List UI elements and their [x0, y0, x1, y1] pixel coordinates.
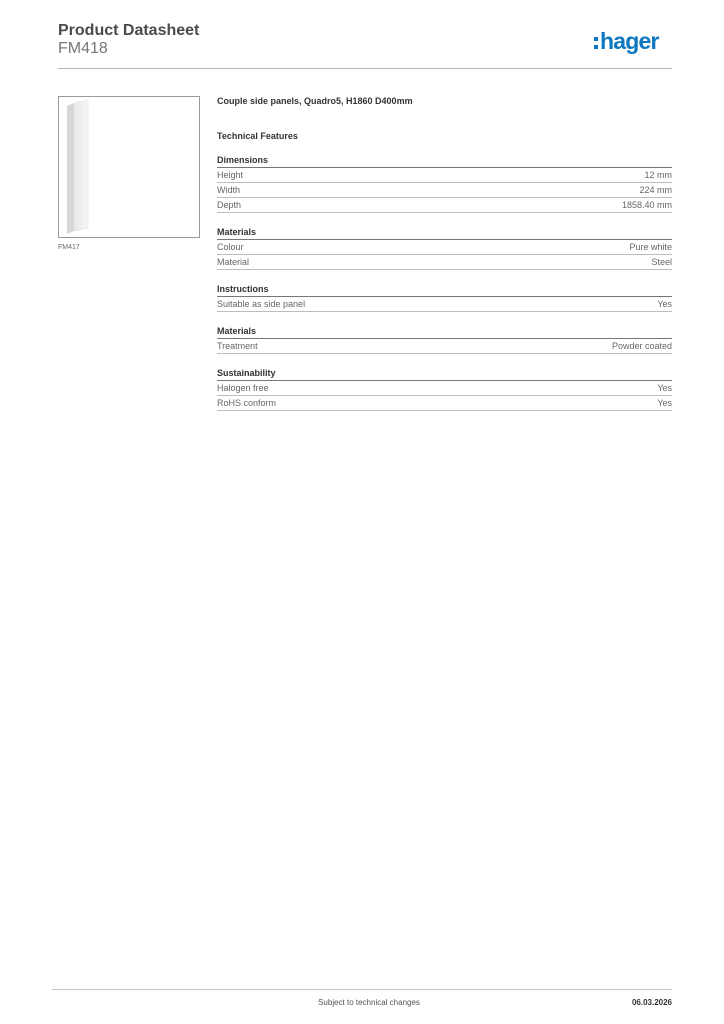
feature-label: Treatment	[217, 341, 258, 351]
feature-value: Steel	[651, 257, 672, 267]
feature-row	[217, 240, 672, 255]
feature-section	[217, 153, 672, 213]
hager-logo	[594, 28, 659, 54]
feature-value: Yes	[657, 398, 672, 408]
section-title: Sustainability	[217, 366, 672, 381]
feature-row	[217, 297, 672, 312]
feature-label: Material	[217, 257, 250, 267]
logo-dots-icon	[594, 37, 598, 49]
feature-row	[217, 255, 672, 270]
feature-row	[217, 339, 672, 354]
side-panel-image-icon	[59, 97, 199, 237]
datasheet-content	[217, 94, 672, 411]
feature-label: Depth	[217, 200, 242, 210]
feature-label: Halogen free	[217, 383, 269, 393]
product-description: Couple side panels, Quadro5, H1860 D400mm	[217, 96, 413, 106]
feature-label: Height	[217, 170, 244, 180]
feature-value: 1858.40 mm	[621, 200, 672, 210]
doc-subtitle: FM418	[58, 40, 108, 57]
feature-section	[217, 366, 672, 411]
footer-note: Subject to technical changes	[318, 998, 420, 1007]
feature-label: RoHS conform	[217, 398, 277, 408]
feature-label: Suitable as side panel	[217, 299, 306, 309]
feature-section	[217, 225, 672, 270]
feature-value: 224 mm	[639, 185, 672, 195]
section-title: Dimensions	[217, 153, 672, 168]
product-image-caption: FM417	[58, 244, 80, 251]
footer-divider	[52, 989, 672, 990]
feature-label: Width	[217, 185, 241, 195]
feature-section	[217, 282, 672, 312]
footer-date: 06.03.2026	[631, 998, 672, 1007]
feature-value: 12 mm	[644, 170, 672, 180]
product-image	[58, 96, 200, 238]
logo-text: hager	[600, 28, 659, 54]
section-title: Instructions	[217, 282, 672, 297]
feature-value: Yes	[657, 383, 672, 393]
section-title: Materials	[217, 225, 672, 240]
feature-row	[217, 381, 672, 396]
feature-value: Pure white	[629, 242, 672, 252]
feature-label: Colour	[217, 242, 244, 252]
feature-row	[217, 198, 672, 213]
section-title: Materials	[217, 324, 672, 339]
feature-section	[217, 324, 672, 354]
feature-row	[217, 183, 672, 198]
feature-value: Yes	[657, 299, 672, 309]
header-divider	[58, 68, 672, 69]
feature-sections	[217, 153, 672, 411]
technical-features-title: Technical Features	[217, 131, 298, 141]
doc-title: Product Datasheet	[58, 22, 200, 39]
feature-value: Powder coated	[611, 341, 672, 351]
feature-row	[217, 168, 672, 183]
feature-row	[217, 396, 672, 411]
